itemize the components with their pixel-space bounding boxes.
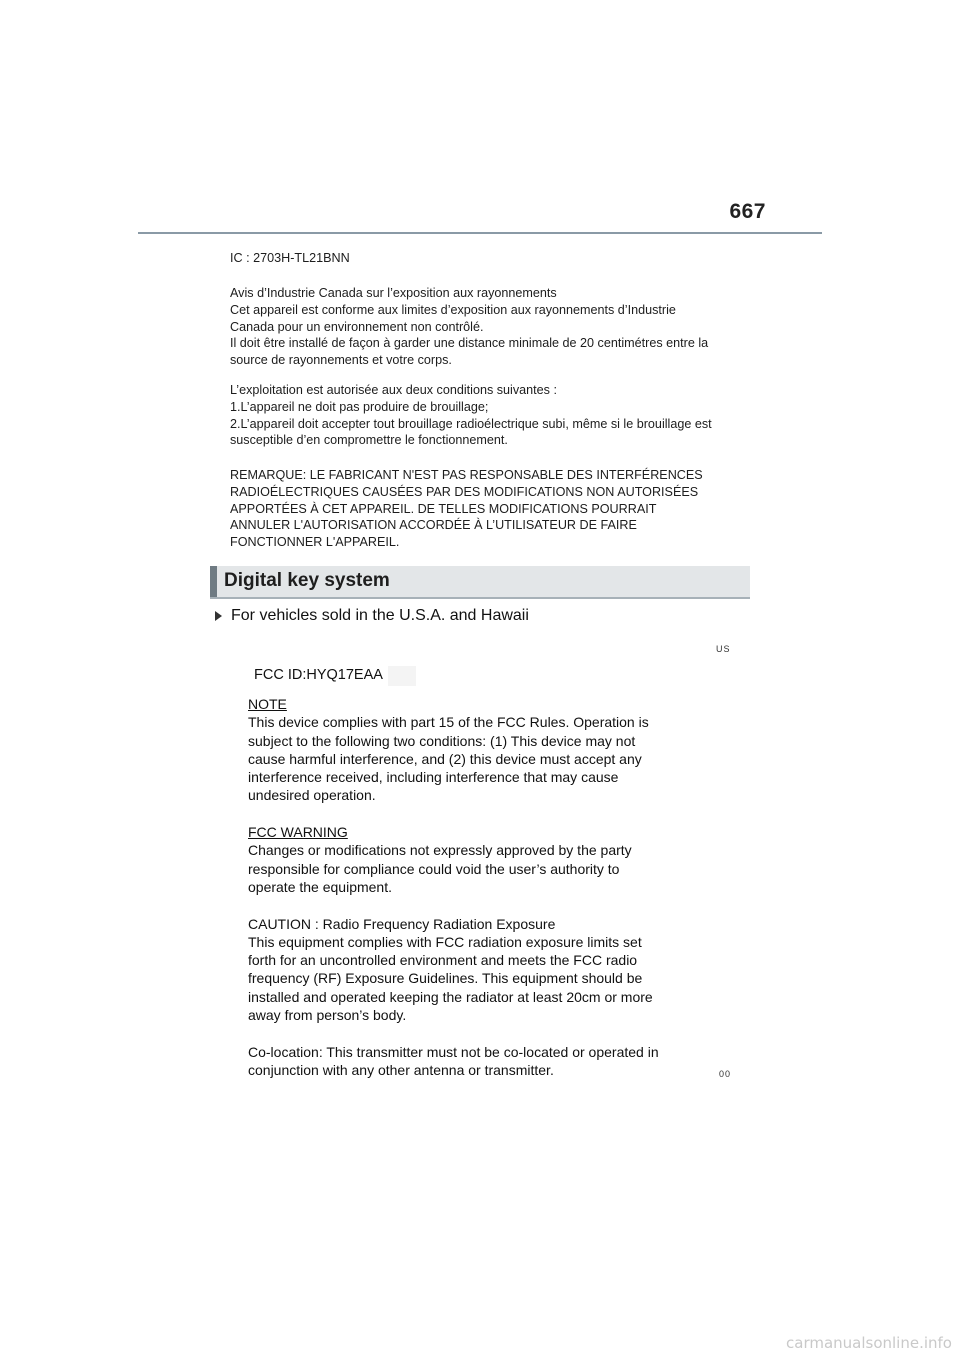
ic-conditions-paragraph [230, 382, 770, 449]
code-mark: 00 [719, 1069, 732, 1079]
spacer [248, 805, 688, 823]
page-number: 667 [729, 200, 766, 223]
ic-exposure-paragraph [230, 285, 770, 369]
text-line: Canada pour un environnement non contrôlé. [230, 319, 484, 334]
spacer [248, 896, 688, 914]
text-line: source de rayonnements et votre corps. [230, 353, 452, 368]
region-mark: US [716, 644, 731, 654]
header-rule [138, 232, 822, 234]
text-line: 2.L’appareil doit accepter tout brouillage radioélectrique subi, même si le brouillage est [230, 416, 712, 431]
section-accent-bar [210, 566, 217, 597]
text-line: Avis d’Industrie Canada sur l’exposition aux rayonnements [230, 286, 557, 300]
watermark: carmanualsonline.info [786, 1334, 952, 1352]
text-line: CAUTION : Radio Frequency Radiation Exposure [248, 915, 556, 932]
note-heading: NOTE [248, 696, 287, 712]
text-line: REMARQUE: LE FABRICANT N'EST PAS RESPONSABLE DES INTERFÉRENCES [230, 468, 703, 482]
spacer [248, 1024, 688, 1042]
fcc-id: FCC ID:HYQ17EAA [254, 667, 383, 683]
text-line: L’exploitation est autorisée aux deux conditions suivantes : [230, 383, 557, 397]
subsection-title: For vehicles sold in the U.S.A. and Hawaii [231, 607, 529, 624]
section-header [210, 566, 750, 599]
text-line: forth for an uncontrolled environment and meets the FCC radio [248, 952, 638, 969]
text-line: conjunction with any other antenna or transmitter. [248, 1061, 554, 1078]
text-line: operate the equipment. [248, 878, 392, 895]
text-line: away from person’s body. [248, 1007, 407, 1024]
warning-heading: FCC WARNING [248, 824, 348, 841]
text-line: Co-location: This transmitter must not be co-located or operated in [248, 1043, 659, 1060]
label-shade [388, 666, 416, 686]
text-line: cause harmful interference, and (2) this device must accept any [248, 750, 642, 767]
text-line: susceptible d’en compromettre le fonctionnement. [230, 433, 508, 448]
text-line: FONCTIONNER L'APPAREIL. [230, 535, 400, 550]
text-line: frequency (RF) Exposure Guidelines. This equipment should be [248, 970, 643, 987]
text-line: ANNULER L'AUTORISATION ACCORDÉE À L’UTILISATEUR DE FAIRE [230, 518, 637, 533]
text-line: subject to the following two conditions: (1) This device may not [248, 732, 636, 749]
ic-remarque-paragraph [230, 467, 770, 551]
ic-id-line [230, 250, 770, 267]
text-line: This equipment complies with FCC radiation exposure limits set [248, 933, 642, 950]
subsection-heading [212, 607, 529, 625]
text-line: 1.L’appareil ne doit pas produire de brouillage; [230, 399, 489, 414]
text-line: Il doit être installé de façon à garder une distance minimale de 20 centimétres entre la [230, 336, 709, 351]
text-line: Changes or modifications not expressly approved by the party [248, 842, 632, 859]
text-line: installed and operated keeping the radiator at least 20cm or more [248, 988, 653, 1005]
fcc-statement [248, 695, 688, 1079]
text-line: undesired operation. [248, 787, 376, 804]
text-line: Cet appareil est conforme aux limites d’exposition aux rayonnements d’Industrie [230, 302, 676, 317]
section-title: Digital key system [224, 570, 390, 591]
text-line: interference received, including interference that may cause [248, 769, 619, 786]
text-line: This device complies with part 15 of the FCC Rules. Operation is [248, 714, 649, 731]
triangle-bullet-icon [215, 611, 222, 621]
text-line: responsible for compliance could void the user’s authority to [248, 860, 620, 877]
text-line: APPORTÉES À CET APPAREIL. DE TELLES MODIFICATIONS POURRAIT [230, 501, 657, 516]
text-line: RADIOÉLECTRIQUES CAUSÉES PAR DES MODIFICATIONS NON AUTORISÉES [230, 484, 699, 499]
ic-id-text: IC : 2703H-TL21BNN [230, 251, 350, 265]
